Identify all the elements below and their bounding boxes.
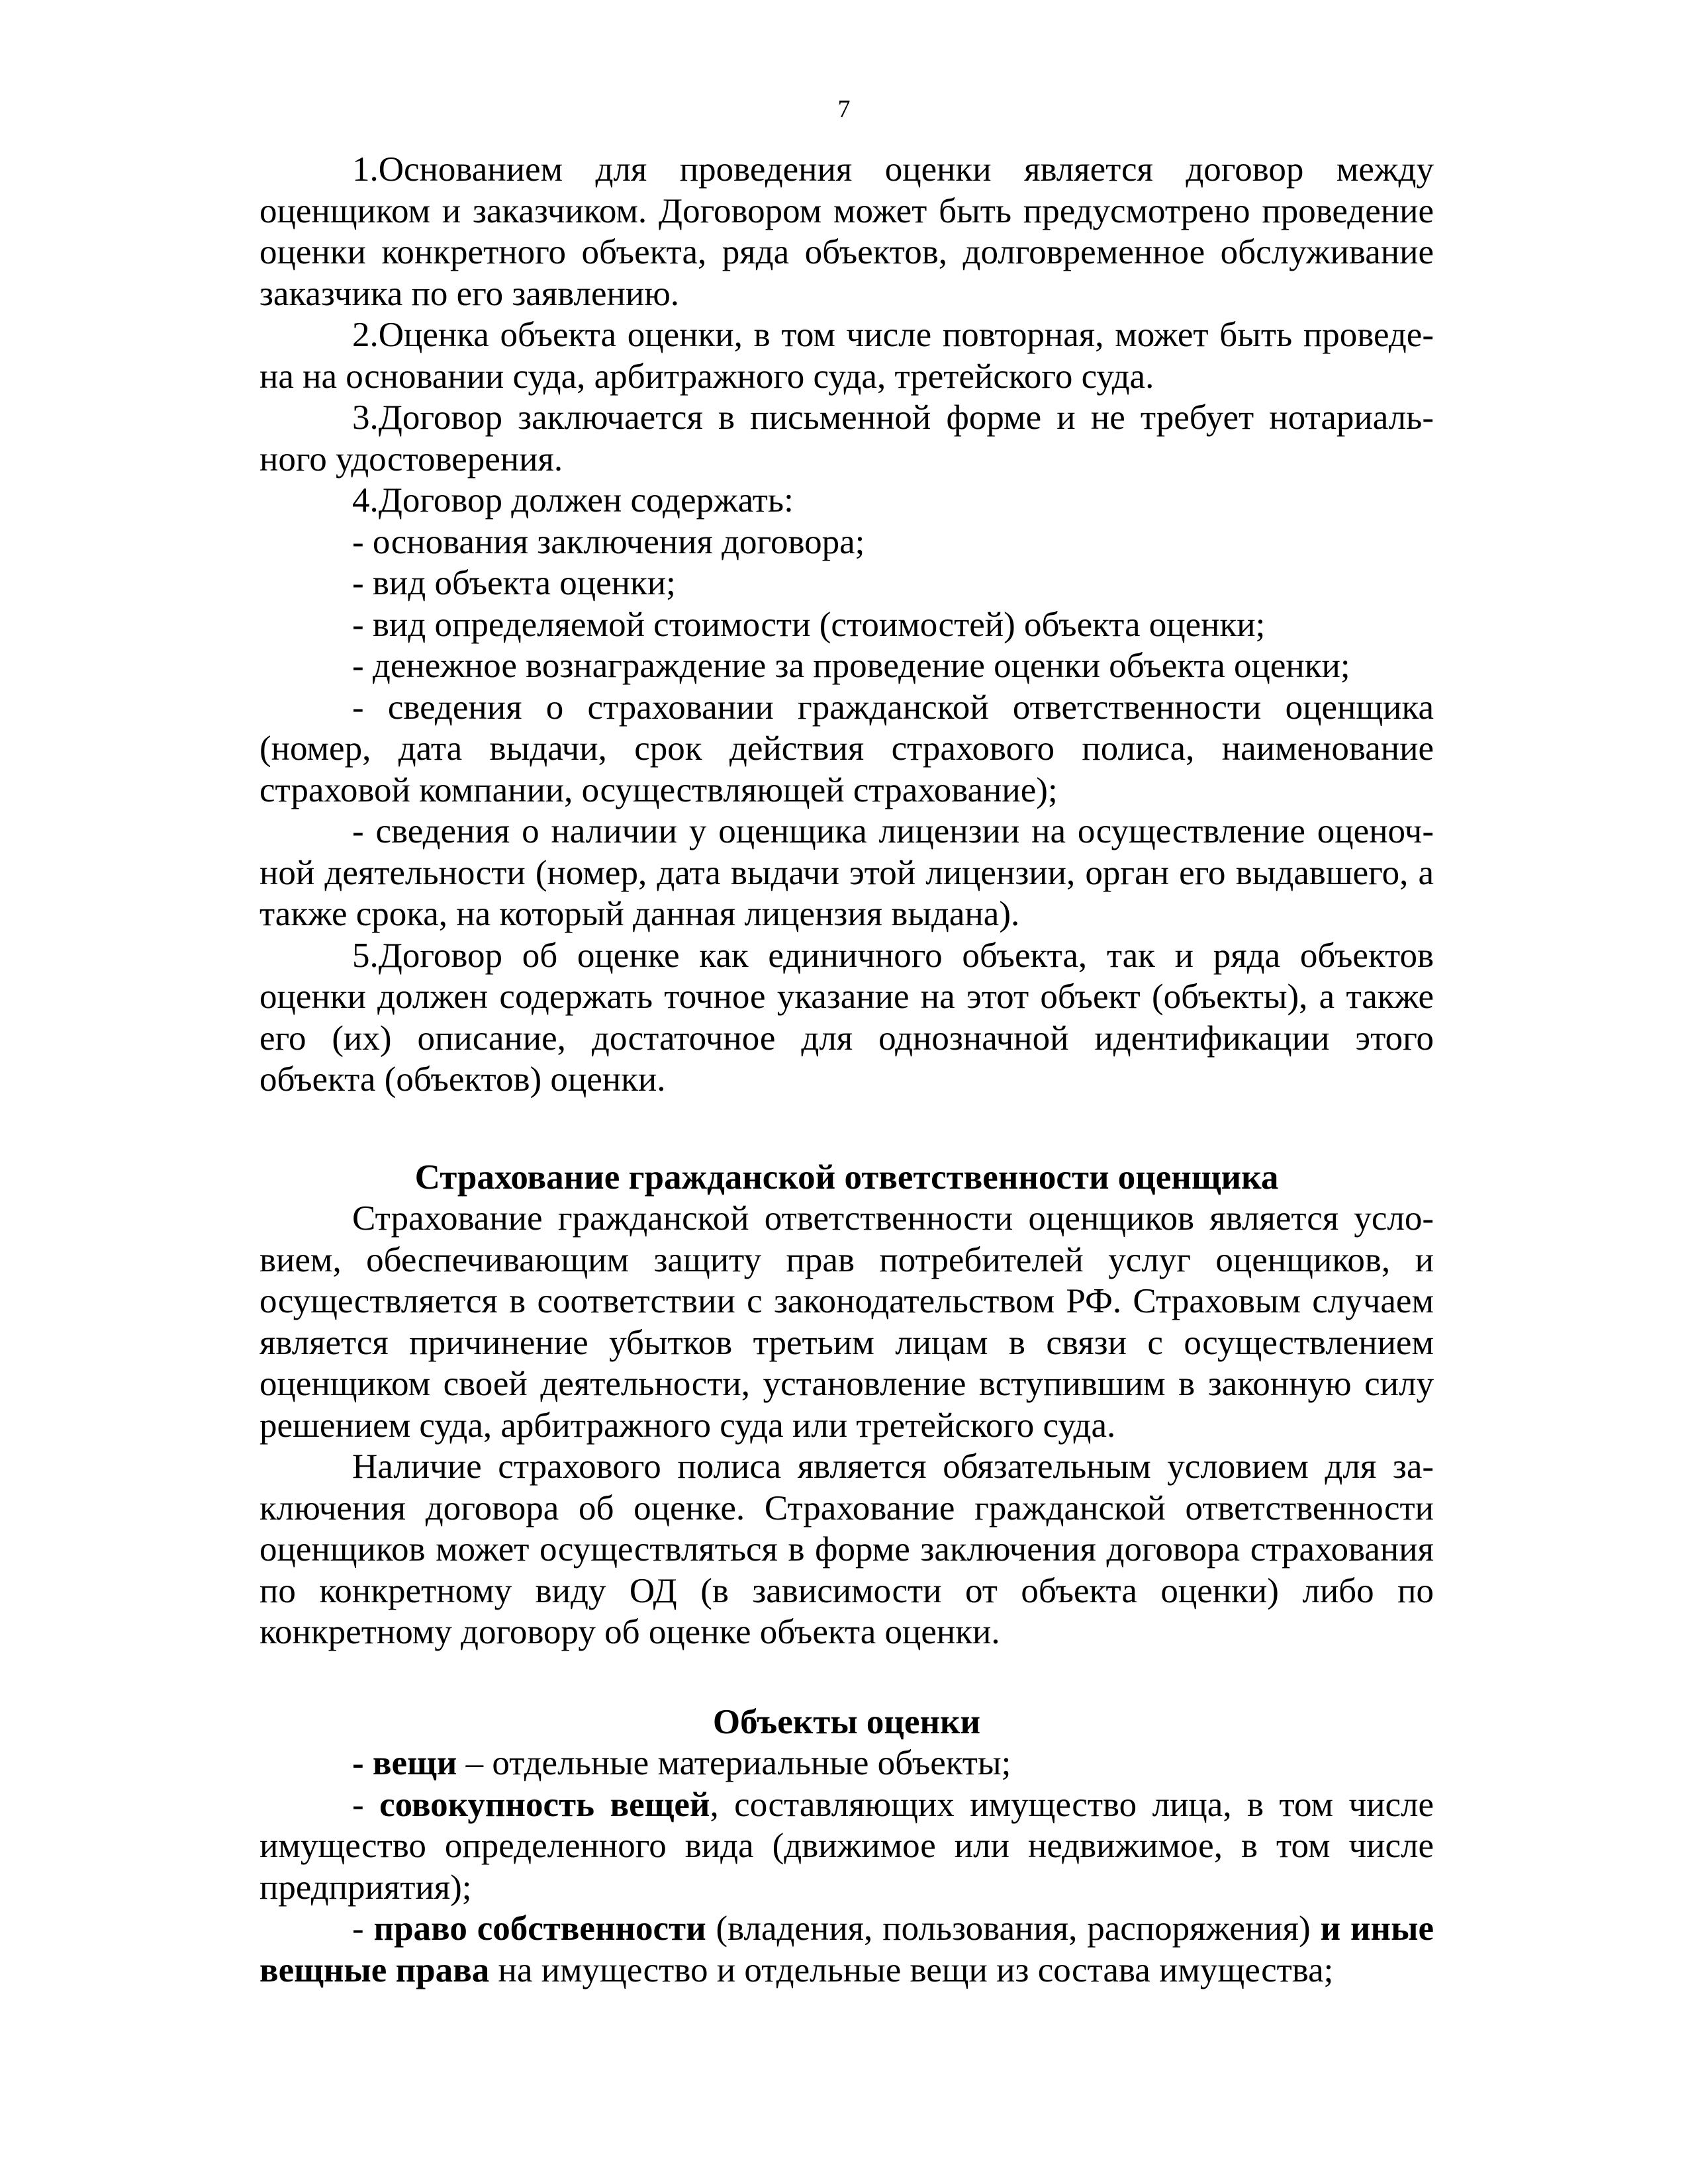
- objects-text: (владения, пользования, распоряжения): [706, 1909, 1321, 1948]
- contract-paragraph-3: 3.Договор заключается в письменной форме и не требует нотариального удостоверения.: [259, 398, 1434, 478]
- objects-prefix: -: [352, 1785, 380, 1824]
- document-body: [259, 149, 1434, 1991]
- objects-term: совокупность вещей: [379, 1785, 710, 1824]
- objects-text: на имущество и отдельные вещи из состава имущества;: [489, 1950, 1334, 1989]
- objects-prefix: -: [352, 1909, 374, 1948]
- objects-item-aggregate: [259, 1784, 1434, 1909]
- page-number: 7: [837, 95, 851, 123]
- contract-list-item: - основания заключения договора;: [352, 522, 865, 561]
- objects-item-things: [259, 1743, 1434, 1784]
- contract-list-item: - денежное вознаграждение за проведение оценки объекта оценки;: [352, 647, 1350, 685]
- contract-list-item: - сведения о страховании гражданской ответственности оценщика (номер, дата выдачи, срок действия страхового полиса, наименование страховой компании, осуществляющей страхование);: [259, 688, 1434, 809]
- contract-paragraph-1: 1.Основанием для проведения оценки является договор между оценщиком и заказчиком. Договором может быть предусмотрено проведение оценки конкретного объекта, ряда объектов, долговременное обслуживание заказчика по его заявлению.: [259, 150, 1434, 313]
- insurance-paragraph-1: Страхование гражданской ответственности оценщиков является условием, обеспечивающим защиту прав потребителей услуг оценщиков, и осуществляется в соответствии с законодательством РФ. Страховым случаем является причинение убытков третьим лицам в связи с осуществлением оценщиком своей деятельности, установление вступившим в законную силу решением суда, арбитражного суда или третейского суда.: [259, 1199, 1434, 1445]
- objects-term: - вещи: [352, 1744, 457, 1782]
- insurance-paragraph-2: Наличие страхового полиса является обязательным условием для заключения договора об оценке. Страхование гражданской ответственности оценщиков может осуществляться в форме заключения договора страхования по конкретному виду ОД (в зависимости от объекта оценки) либо по конкретному договору об оценке объекта оценки.: [259, 1447, 1434, 1651]
- objects-heading: Объекты оценки: [712, 1702, 981, 1741]
- insurance-heading: Страхование гражданской ответственности оценщика: [414, 1158, 1279, 1197]
- contract-list-item: - вид определяемой стоимости (стоимостей) объекта оценки;: [352, 605, 1266, 644]
- objects-text: – отдельные материальные объекты;: [457, 1744, 1011, 1782]
- objects-term: право собственности: [373, 1909, 706, 1948]
- contract-paragraph-5: 5.Договор об оценке как единичного объекта, так и ряда объектов оценки должен содержать точное указание на этот объект (объекты), а также его (их) описание, достаточное для однозначной идентификации этого объекта (объектов) оценки.: [259, 936, 1434, 1099]
- contract-list-item: - сведения о наличии у оценщика лицензии на осуществление оценочной деятельности (номер, дата выдачи этой лицензии, орган его выдавшего, а также срока, на который данная лицензия выдана).: [259, 812, 1434, 933]
- contract-list-item: - вид объекта оценки;: [352, 564, 676, 602]
- objects-text: , составляющих имущество лица, в том числе имущество определенного вида (движимое или недвижимое, в том числе предприятия);: [259, 1785, 1434, 1907]
- objects-term: и иные вещные права: [259, 1909, 1434, 1989]
- contract-paragraph-4: 4.Договор должен содержать:: [352, 481, 794, 520]
- objects-item-rights: [259, 1908, 1434, 1991]
- contract-paragraph-2: 2.Оценка объекта оценки, в том числе повторная, может быть проведена на основании суда, арбитражного суда, третейского суда.: [259, 316, 1434, 396]
